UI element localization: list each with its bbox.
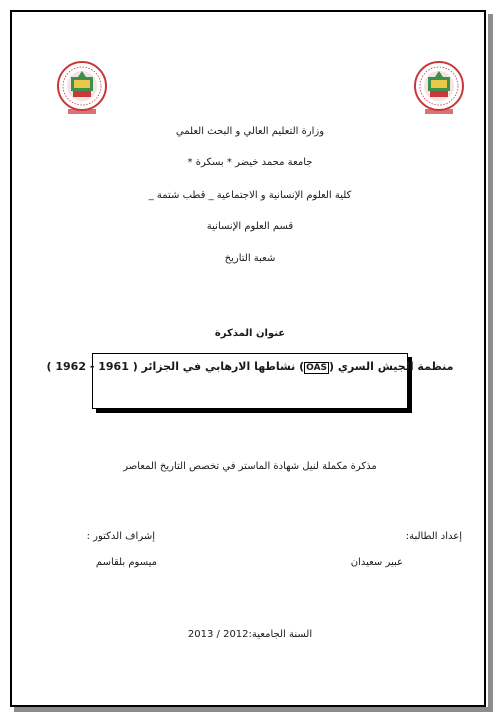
thesis-title-part-2: ) نشاطها الارهابي في الجزائر ( 1961 - 1962 ) [46, 360, 305, 373]
page-shadow-right [488, 14, 493, 712]
university-logo-icon [56, 59, 108, 117]
thesis-title-box [46, 353, 454, 409]
supervisor-label: إشراف الدكتور : [86, 531, 155, 542]
branch-name: شعبة التاريخ [224, 253, 276, 264]
page-shadow-bottom [14, 707, 493, 712]
prepared-by-label: إعداد الطالبة: [405, 531, 462, 542]
supervisor-name: ميسوم بلقاسم [95, 557, 157, 568]
faculty-name: كلية العلوم الإنسانية و الاجتماعية _ قطب شتمة _ [148, 190, 352, 201]
university-logo-icon [413, 59, 465, 117]
student-name: عبير سعيدان [350, 557, 403, 568]
ministry-heading: وزارة التعليم العالي و البحث العلمي [175, 126, 325, 137]
thesis-title-part-1: منظمة الجيش السري ( [329, 360, 454, 373]
thesis-title [47, 360, 454, 375]
academic-year: السنة الجامعية:2012 / 2013 [187, 629, 313, 640]
thesis-title-label: عنوان المذكرة [214, 328, 286, 339]
thesis-purpose: مذكرة مكملة لنيل شهادة الماستر في تخصص التاريخ المعاصر [123, 461, 377, 472]
thesis-title-org: OAS [306, 363, 328, 373]
university-name: جامعة محمد خيضر * بسكرة * [187, 157, 313, 168]
department-name: قسم العلوم الإنسانية [206, 221, 294, 232]
